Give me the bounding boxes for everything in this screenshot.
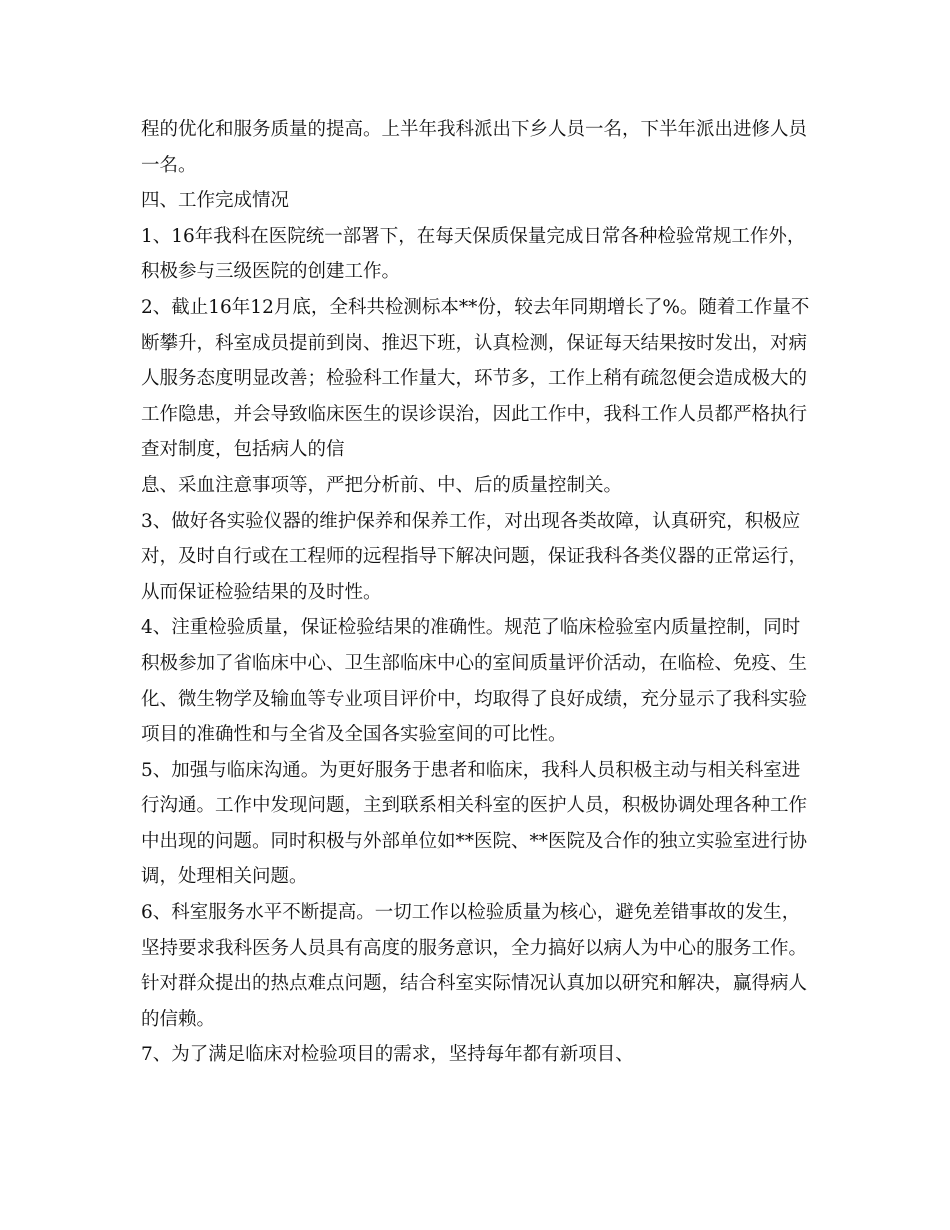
text-line: 行沟通。工作中发现问题，主到联系相关科室的医护人员，积极协调处理各种工作 bbox=[141, 795, 808, 817]
text-line: 积极参加了省临床中心、卫生部临床中心的室间质量评价活动，在临检、免疫、生 bbox=[141, 652, 808, 674]
text-line: 程的优化和服务质量的提高。上半年我科派出下乡人员一名，下半年派出进修人员 bbox=[141, 119, 808, 140]
text-line: 6、科室服务水平不断提高。一切工作以检验质量为核心，避免差错事故的发生， bbox=[141, 902, 801, 924]
text-line: 断攀升，科室成员提前到岗、推迟下班，认真检测，保证每天结果按时发出，对病 bbox=[141, 332, 808, 354]
text-line: 查对制度，包括病人的信 bbox=[141, 439, 345, 461]
text-line: 对，及时自行或在工程师的远程指导下解决问题，保证我科各类仪器的正常运行， bbox=[141, 546, 808, 568]
text-line: 2、截止16年12月底，全科共检测标本**份，较去年同期增长了%。随着工作量不 bbox=[141, 296, 810, 318]
text-line: 调，处理相关问题。 bbox=[141, 866, 308, 888]
text-line: 工作隐患，并会导致临床医生的误诊误治，因此工作中，我科工作人员都严格执行 bbox=[141, 403, 808, 425]
text-line: 化、微生物学及输血等专业项目评价中，均取得了良好成绩，充分显示了我科实验 bbox=[141, 688, 808, 710]
text-line: 1、16年我科在医院统一部署下，在每天保质保量完成日常各种检验常规工作外， bbox=[141, 225, 806, 247]
text-line: 4、注重检验质量，保证检验结果的准确性。规范了临床检验室内质量控制，同时 bbox=[141, 617, 801, 639]
text-line: 针对群众提出的热点难点问题，结合科室实际情况认真加以研究和解决，赢得病人 bbox=[141, 973, 808, 995]
text-line: 中出现的问题。同时积极与外部单位如**医院、**医院及合作的独立实验室进行协 bbox=[141, 830, 808, 852]
text-line: 一名。 bbox=[141, 154, 197, 176]
text-line: 7、为了满足临床对检验项目的需求，坚持每年都有新项目、 bbox=[141, 1044, 634, 1066]
text-line: 息、采血注意事项等，严把分析前、中、后的质量控制关。 bbox=[141, 474, 623, 496]
text-line: 人服务态度明显改善；检验科工作量大，环节多，工作上稍有疏忽便会造成极大的 bbox=[141, 368, 808, 390]
text-line: 5、加强与临床沟通。为更好服务于患者和临床，我科人员积极主动与相关科室进 bbox=[141, 759, 801, 781]
text-line: 的信赖。 bbox=[141, 1008, 216, 1030]
document-body bbox=[141, 112, 813, 1073]
section-heading: 四、工作完成情况 bbox=[141, 190, 290, 212]
text-line: 3、做好各实验仪器的维护保养和保养工作，对出现各类故障，认真研究，积极应 bbox=[141, 510, 801, 532]
text-line: 项目的准确性和与全省及全国各实验室间的可比性。 bbox=[141, 724, 567, 746]
text-line: 从而保证检验结果的及时性。 bbox=[141, 581, 382, 603]
text-line: 积极参与三级医院的创建工作。 bbox=[141, 261, 401, 283]
text-line: 坚持要求我科医务人员具有高度的服务意识，全力搞好以病人为中心的服务工作。 bbox=[141, 937, 808, 959]
